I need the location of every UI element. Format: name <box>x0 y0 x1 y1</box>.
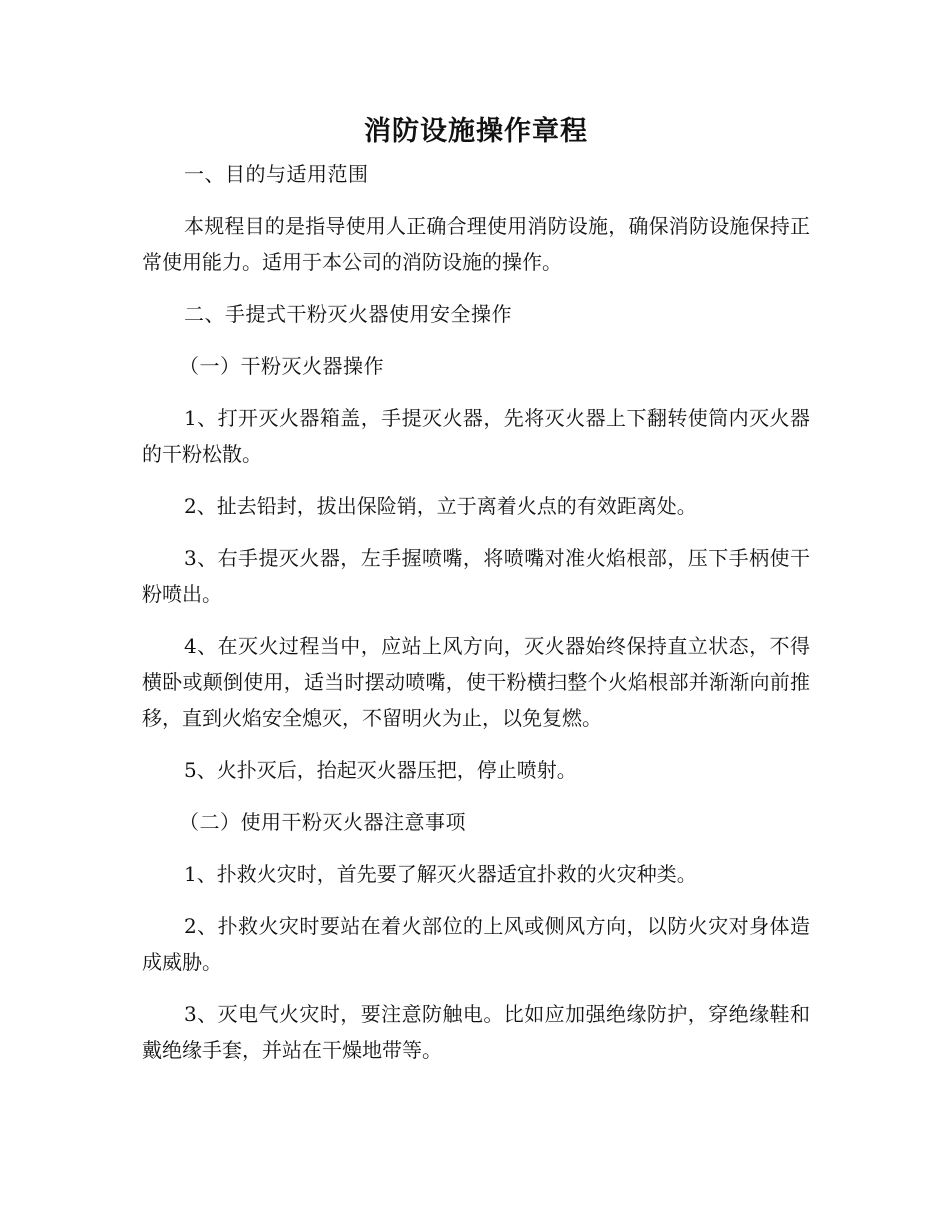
step-3: 3、右手提灭火器，左手握喷嘴，将喷嘴对准火焰根部，压下手柄使干粉喷出。 <box>142 546 810 606</box>
step-2: 2、扯去铅封，拔出保险销，立于离着火点的有效距离处。 <box>184 494 697 518</box>
step-5: 5、火扑灭后，抬起灭火器压把，停止喷射。 <box>184 758 577 782</box>
step-4: 4、在灭火过程当中，应站上风方向，灭火器始终保持直立状态，不得横卧或颠倒使用，适当时摆动喷嘴，使干粉横扫整个火焰根部并渐渐向前推移，直到火焰安全熄灭，不留明火为止，以免复燃。 <box>142 634 810 730</box>
precaution-2: 2、扑救火灾时要站在着火部位的上风或侧风方向，以防火灾对身体造成威胁。 <box>142 914 810 974</box>
document-title: 消防设施操作章程 <box>364 116 588 147</box>
document-page <box>142 110 810 1084</box>
subsection-heading-operation: （一）干粉灭火器操作 <box>179 354 384 378</box>
section-heading-extinguisher: 二、手提式干粉灭火器使用安全操作 <box>184 302 512 326</box>
paragraph-purpose: 本规程目的是指导使用人正确合理使用消防设施，确保消防设施保持正常使用能力。适用于本公司的消防设施的操作。 <box>142 214 810 274</box>
section-heading-purpose: 一、目的与适用范围 <box>184 162 369 186</box>
subsection-heading-precautions: （二）使用干粉灭火器注意事项 <box>179 810 466 834</box>
precaution-3: 3、灭电气火灾时，要注意防触电。比如应加强绝缘防护，穿绝缘鞋和戴绝缘手套，并站在干燥地带等。 <box>142 1002 810 1062</box>
step-1: 1、打开灭火器箱盖，手提灭火器，先将灭火器上下翻转使筒内灭火器的干粉松散。 <box>142 406 810 466</box>
precaution-1: 1、扑救火灾时，首先要了解灭火器适宜扑救的火灾种类。 <box>184 862 697 886</box>
